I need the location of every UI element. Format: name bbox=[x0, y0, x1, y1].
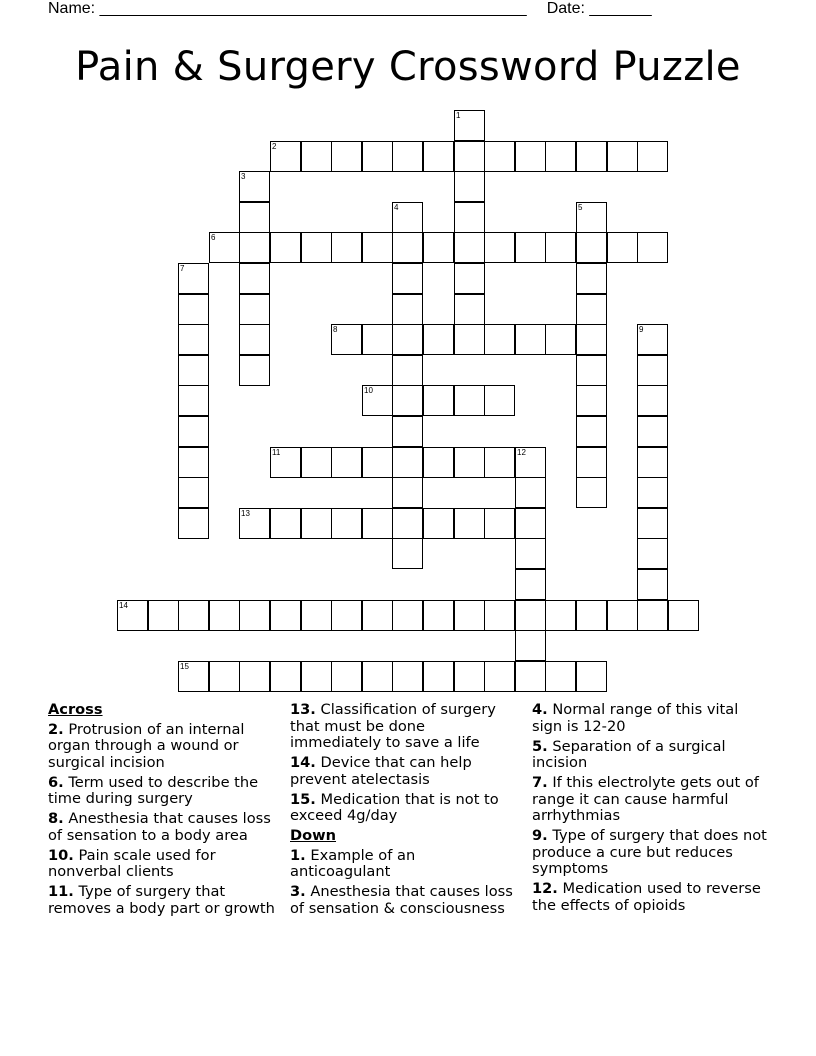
crossword-cell[interactable] bbox=[331, 232, 362, 263]
crossword-cell[interactable] bbox=[301, 508, 332, 539]
clues-column-1 bbox=[48, 702, 284, 921]
crossword-cell[interactable] bbox=[301, 232, 332, 263]
crossword-cell[interactable] bbox=[576, 661, 607, 692]
crossword-cell[interactable] bbox=[484, 141, 515, 172]
crossword-cell[interactable] bbox=[392, 202, 423, 233]
down-heading: Down bbox=[290, 827, 337, 844]
crossword-cell[interactable] bbox=[484, 447, 515, 478]
crossword-cell[interactable] bbox=[484, 661, 515, 692]
crossword-cell[interactable] bbox=[637, 416, 668, 447]
crossword-cell[interactable] bbox=[454, 263, 485, 294]
crossword-cell[interactable] bbox=[209, 232, 240, 263]
crossword-cell[interactable] bbox=[484, 324, 515, 355]
crossword-cell[interactable] bbox=[392, 294, 423, 325]
crossword-cell[interactable] bbox=[392, 355, 423, 386]
crossword-cell[interactable] bbox=[423, 232, 454, 263]
crossword-cell[interactable] bbox=[301, 141, 332, 172]
crossword-cell[interactable] bbox=[668, 600, 699, 631]
crossword-cell[interactable] bbox=[423, 385, 454, 416]
crossword-cell[interactable] bbox=[301, 600, 332, 631]
crossword-cell[interactable] bbox=[392, 538, 423, 569]
crossword-cell[interactable] bbox=[515, 508, 546, 539]
crossword-cell[interactable] bbox=[576, 294, 607, 325]
crossword-cell[interactable] bbox=[454, 110, 485, 141]
crossword-cell[interactable] bbox=[637, 385, 668, 416]
crossword-cell[interactable] bbox=[362, 600, 393, 631]
crossword-cell[interactable] bbox=[239, 661, 270, 692]
crossword-cell[interactable] bbox=[423, 600, 454, 631]
crossword-cell[interactable] bbox=[301, 661, 332, 692]
crossword-cell[interactable] bbox=[607, 141, 638, 172]
crossword-cell[interactable] bbox=[515, 141, 546, 172]
crossword-cell[interactable] bbox=[423, 324, 454, 355]
crossword-cell[interactable] bbox=[362, 324, 393, 355]
crossword-cell[interactable] bbox=[392, 232, 423, 263]
crossword-cell[interactable] bbox=[209, 661, 240, 692]
crossword-cell[interactable] bbox=[209, 600, 240, 631]
cell-number: 15 bbox=[180, 662, 189, 671]
crossword-cell[interactable] bbox=[270, 447, 301, 478]
crossword-cell[interactable] bbox=[331, 141, 362, 172]
crossword-cell[interactable] bbox=[637, 569, 668, 600]
cell-number: 5 bbox=[578, 203, 583, 212]
crossword-cell[interactable] bbox=[178, 661, 209, 692]
crossword-cell[interactable] bbox=[392, 416, 423, 447]
crossword-cell[interactable] bbox=[178, 385, 209, 416]
cell-number: 4 bbox=[394, 203, 399, 212]
clue-down-7: 7. If this electrolyte gets out of range it can cause harmful arrhythmias bbox=[532, 774, 759, 824]
crossword-cell[interactable] bbox=[545, 661, 576, 692]
crossword-cell[interactable] bbox=[484, 232, 515, 263]
crossword-cell[interactable] bbox=[515, 569, 546, 600]
crossword-cell[interactable] bbox=[331, 447, 362, 478]
crossword-cell[interactable] bbox=[239, 324, 270, 355]
crossword-cell[interactable] bbox=[301, 447, 332, 478]
crossword-cell[interactable] bbox=[117, 600, 148, 631]
cell-number: 13 bbox=[241, 509, 250, 518]
crossword-cell[interactable] bbox=[637, 538, 668, 569]
clue-down-3: 3. Anesthesia that causes loss of sensation & consciousness bbox=[290, 883, 513, 917]
clue-across-10: 10. Pain scale used for nonverbal clients bbox=[48, 846, 216, 880]
crossword-cell[interactable] bbox=[637, 600, 668, 631]
cell-number: 10 bbox=[364, 386, 373, 395]
crossword-cell[interactable] bbox=[178, 263, 209, 294]
clue-down-12: 12. Medication used to reverse the effects of opioids bbox=[532, 880, 761, 914]
clue-down-1: 1. Example of an anticoagulant bbox=[290, 846, 416, 880]
crossword-cell[interactable] bbox=[454, 661, 485, 692]
crossword-cell[interactable] bbox=[392, 263, 423, 294]
crossword-cell[interactable] bbox=[576, 355, 607, 386]
crossword-cell[interactable] bbox=[515, 661, 546, 692]
crossword-cell[interactable] bbox=[454, 600, 485, 631]
crossword-cell[interactable] bbox=[239, 508, 270, 539]
name-field[interactable]: Name: ________________________________________________ bbox=[48, 0, 527, 17]
crossword-cell[interactable] bbox=[392, 477, 423, 508]
crossword-cell[interactable] bbox=[178, 416, 209, 447]
cell-number: 9 bbox=[639, 325, 644, 334]
date-field[interactable]: Date: _______ bbox=[546, 0, 652, 17]
crossword-cell[interactable] bbox=[148, 600, 179, 631]
crossword-cell[interactable] bbox=[392, 508, 423, 539]
cell-number: 7 bbox=[180, 264, 185, 273]
crossword-cell[interactable] bbox=[576, 447, 607, 478]
crossword-cell[interactable] bbox=[178, 324, 209, 355]
crossword-cell[interactable] bbox=[362, 661, 393, 692]
clue-across-6: 6. Term used to describe the time during surgery bbox=[48, 773, 259, 807]
crossword-cell[interactable] bbox=[392, 661, 423, 692]
crossword-cell[interactable] bbox=[239, 202, 270, 233]
crossword-cell[interactable] bbox=[637, 447, 668, 478]
crossword-cell[interactable] bbox=[576, 600, 607, 631]
crossword-cell[interactable] bbox=[637, 141, 668, 172]
crossword-cell[interactable] bbox=[515, 538, 546, 569]
crossword-cell[interactable] bbox=[178, 508, 209, 539]
cell-number: 12 bbox=[517, 448, 526, 457]
cell-number: 2 bbox=[272, 142, 277, 151]
crossword-cell[interactable] bbox=[484, 600, 515, 631]
page-title: Pain & Surgery Crossword Puzzle bbox=[75, 44, 741, 90]
crossword-cell[interactable] bbox=[515, 324, 546, 355]
crossword-cell[interactable] bbox=[637, 355, 668, 386]
crossword-cell[interactable] bbox=[637, 232, 668, 263]
crossword-cell[interactable] bbox=[545, 232, 576, 263]
crossword-cell[interactable] bbox=[607, 600, 638, 631]
crossword-cell[interactable] bbox=[454, 324, 485, 355]
crossword-cell[interactable] bbox=[637, 508, 668, 539]
crossword-cell[interactable] bbox=[576, 263, 607, 294]
clues-column-2 bbox=[290, 702, 518, 921]
crossword-cell[interactable] bbox=[423, 141, 454, 172]
crossword-cell[interactable] bbox=[576, 416, 607, 447]
crossword-cell[interactable] bbox=[392, 385, 423, 416]
across-heading: Across bbox=[48, 701, 103, 718]
crossword-cell[interactable] bbox=[239, 600, 270, 631]
clues-column-3 bbox=[532, 702, 768, 918]
crossword-cell[interactable] bbox=[423, 447, 454, 478]
crossword-cell[interactable] bbox=[362, 508, 393, 539]
clue-across-2: 2. Protrusion of an internal organ through a wound or surgical incision bbox=[48, 720, 245, 771]
crossword-cell[interactable] bbox=[545, 324, 576, 355]
crossword-cell[interactable] bbox=[270, 661, 301, 692]
crossword-cell[interactable] bbox=[637, 324, 668, 355]
crossword-cell[interactable] bbox=[362, 141, 393, 172]
crossword-cell[interactable] bbox=[331, 508, 362, 539]
crossword-cell[interactable] bbox=[454, 171, 485, 202]
crossword-cell[interactable] bbox=[239, 171, 270, 202]
crossword-cell[interactable] bbox=[239, 263, 270, 294]
crossword-cell[interactable] bbox=[484, 508, 515, 539]
crossword-cell[interactable] bbox=[392, 141, 423, 172]
crossword-cell[interactable] bbox=[331, 661, 362, 692]
crossword-cell[interactable] bbox=[545, 600, 576, 631]
clue-across-8: 8. Anesthesia that causes loss of sensation to a body area bbox=[48, 810, 271, 844]
clue-down-4: 4. Normal range of this vital sign is 12-20 bbox=[532, 701, 739, 735]
crossword-cell[interactable] bbox=[178, 447, 209, 478]
crossword-cell[interactable] bbox=[331, 324, 362, 355]
crossword-cell[interactable] bbox=[392, 600, 423, 631]
crossword-cell[interactable] bbox=[515, 232, 546, 263]
cell-number: 14 bbox=[119, 601, 128, 610]
cell-number: 8 bbox=[333, 325, 338, 334]
crossword-cell[interactable] bbox=[178, 294, 209, 325]
crossword-cell[interactable] bbox=[239, 355, 270, 386]
crossword-cell[interactable] bbox=[454, 447, 485, 478]
crossword-cell[interactable] bbox=[576, 202, 607, 233]
crossword-cell[interactable] bbox=[239, 232, 270, 263]
clue-down-5: 5. Separation of a surgical incision bbox=[532, 737, 726, 771]
cell-number: 6 bbox=[211, 233, 216, 242]
crossword-cell[interactable] bbox=[607, 232, 638, 263]
crossword-cell[interactable] bbox=[178, 355, 209, 386]
crossword-cell[interactable] bbox=[484, 385, 515, 416]
crossword-cell[interactable] bbox=[515, 600, 546, 631]
crossword-cell[interactable] bbox=[515, 477, 546, 508]
crossword-cell[interactable] bbox=[178, 477, 209, 508]
crossword-cell[interactable] bbox=[515, 447, 546, 478]
crossword-cell[interactable] bbox=[576, 141, 607, 172]
crossword-cell[interactable] bbox=[392, 447, 423, 478]
clue-down-9: 9. Type of surgery that does not produce a cure but reduces symptoms bbox=[532, 827, 767, 877]
crossword-cell[interactable] bbox=[270, 232, 301, 263]
clue-across-14: 14. Device that can help prevent atelectasis bbox=[290, 754, 472, 788]
crossword-cell[interactable] bbox=[576, 232, 607, 263]
crossword-cell[interactable] bbox=[454, 202, 485, 233]
crossword-cell[interactable] bbox=[270, 600, 301, 631]
crossword-cell[interactable] bbox=[454, 294, 485, 325]
crossword-cell[interactable] bbox=[239, 294, 270, 325]
crossword-cell[interactable] bbox=[270, 508, 301, 539]
cell-number: 1 bbox=[456, 111, 461, 120]
crossword-cell[interactable] bbox=[392, 324, 423, 355]
cell-number: 11 bbox=[272, 448, 281, 457]
cell-number: 3 bbox=[241, 172, 246, 181]
crossword-cell[interactable] bbox=[454, 508, 485, 539]
crossword-cell[interactable] bbox=[545, 141, 576, 172]
crossword-cell[interactable] bbox=[362, 447, 393, 478]
crossword-cell[interactable] bbox=[423, 508, 454, 539]
crossword-cell[interactable] bbox=[270, 141, 301, 172]
crossword-cell[interactable] bbox=[576, 324, 607, 355]
crossword-cell[interactable] bbox=[423, 661, 454, 692]
crossword-cell[interactable] bbox=[515, 630, 546, 661]
crossword-cell[interactable] bbox=[454, 141, 485, 172]
crossword-cell[interactable] bbox=[576, 385, 607, 416]
crossword-cell[interactable] bbox=[454, 232, 485, 263]
clue-across-15: 15. Medication that is not to exceed 4g/day bbox=[290, 790, 499, 824]
crossword-cell[interactable] bbox=[331, 600, 362, 631]
crossword-cell[interactable] bbox=[576, 477, 607, 508]
crossword-cell[interactable] bbox=[362, 385, 393, 416]
clue-across-11: 11. Type of surgery that removes a body part or growth bbox=[48, 883, 275, 917]
crossword-cell[interactable] bbox=[454, 385, 485, 416]
crossword-cell[interactable] bbox=[362, 232, 393, 263]
crossword-cell[interactable] bbox=[637, 477, 668, 508]
clue-across-13: 13. Classification of surgery that must be done immediately to save a life bbox=[290, 701, 496, 751]
crossword-cell[interactable] bbox=[178, 600, 209, 631]
